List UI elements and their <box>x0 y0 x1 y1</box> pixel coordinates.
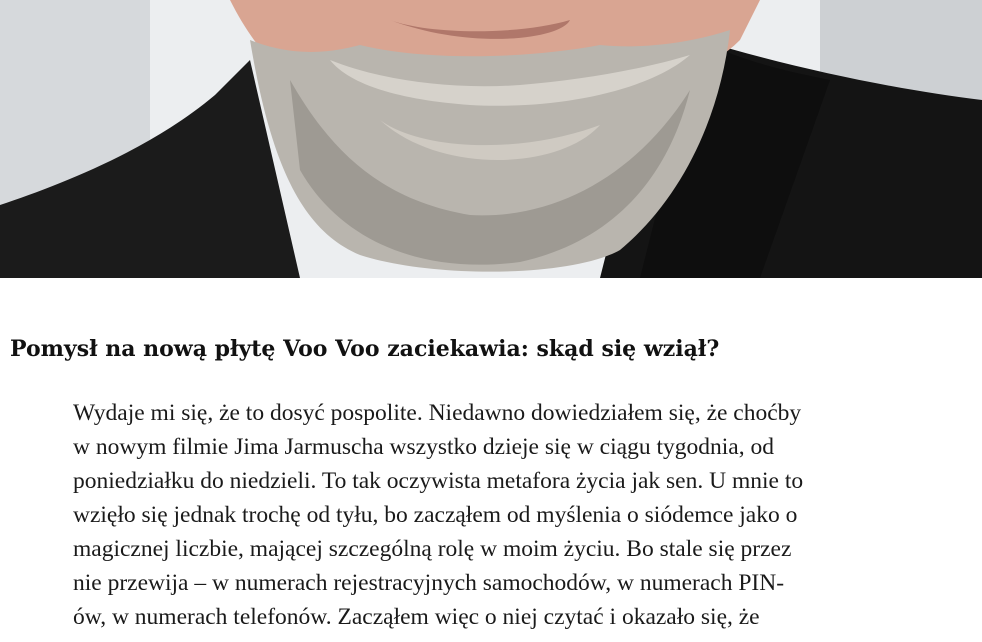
answer-line: wzięło się jednak trochę od tyłu, bo zacząłem od myślenia o siódemce jako o <box>73 502 798 528</box>
answer-line: poniedziałku do niedzieli. To tak oczywista metafora życia jak sen. U mnie to <box>73 468 804 494</box>
interview-answer-paragraph <box>73 396 978 634</box>
interview-question-heading: Pomysł na nową płytę Voo Voo zaciekawia: skąd się wziął? <box>10 336 720 362</box>
article-photo <box>0 0 982 278</box>
answer-line: nie przewija – w numerach rejestracyjnych samochodów, w numerach PIN- <box>73 570 785 596</box>
answer-line: w nowym filmie Jima Jarmuscha wszystko dzieje się w ciągu tygodnia, od <box>73 434 774 460</box>
answer-line: Wydaje mi się, że to dosyć pospolite. Niedawno dowiedziałem się, że choćby <box>73 400 802 426</box>
portrait-illustration <box>0 0 982 278</box>
answer-line: ów, w numerach telefonów. Zacząłem więc o niej czytać i okazało się, że <box>73 604 760 630</box>
answer-line: magicznej liczbie, mającej szczególną rolę w moim życiu. Bo stale się przez <box>73 536 792 562</box>
